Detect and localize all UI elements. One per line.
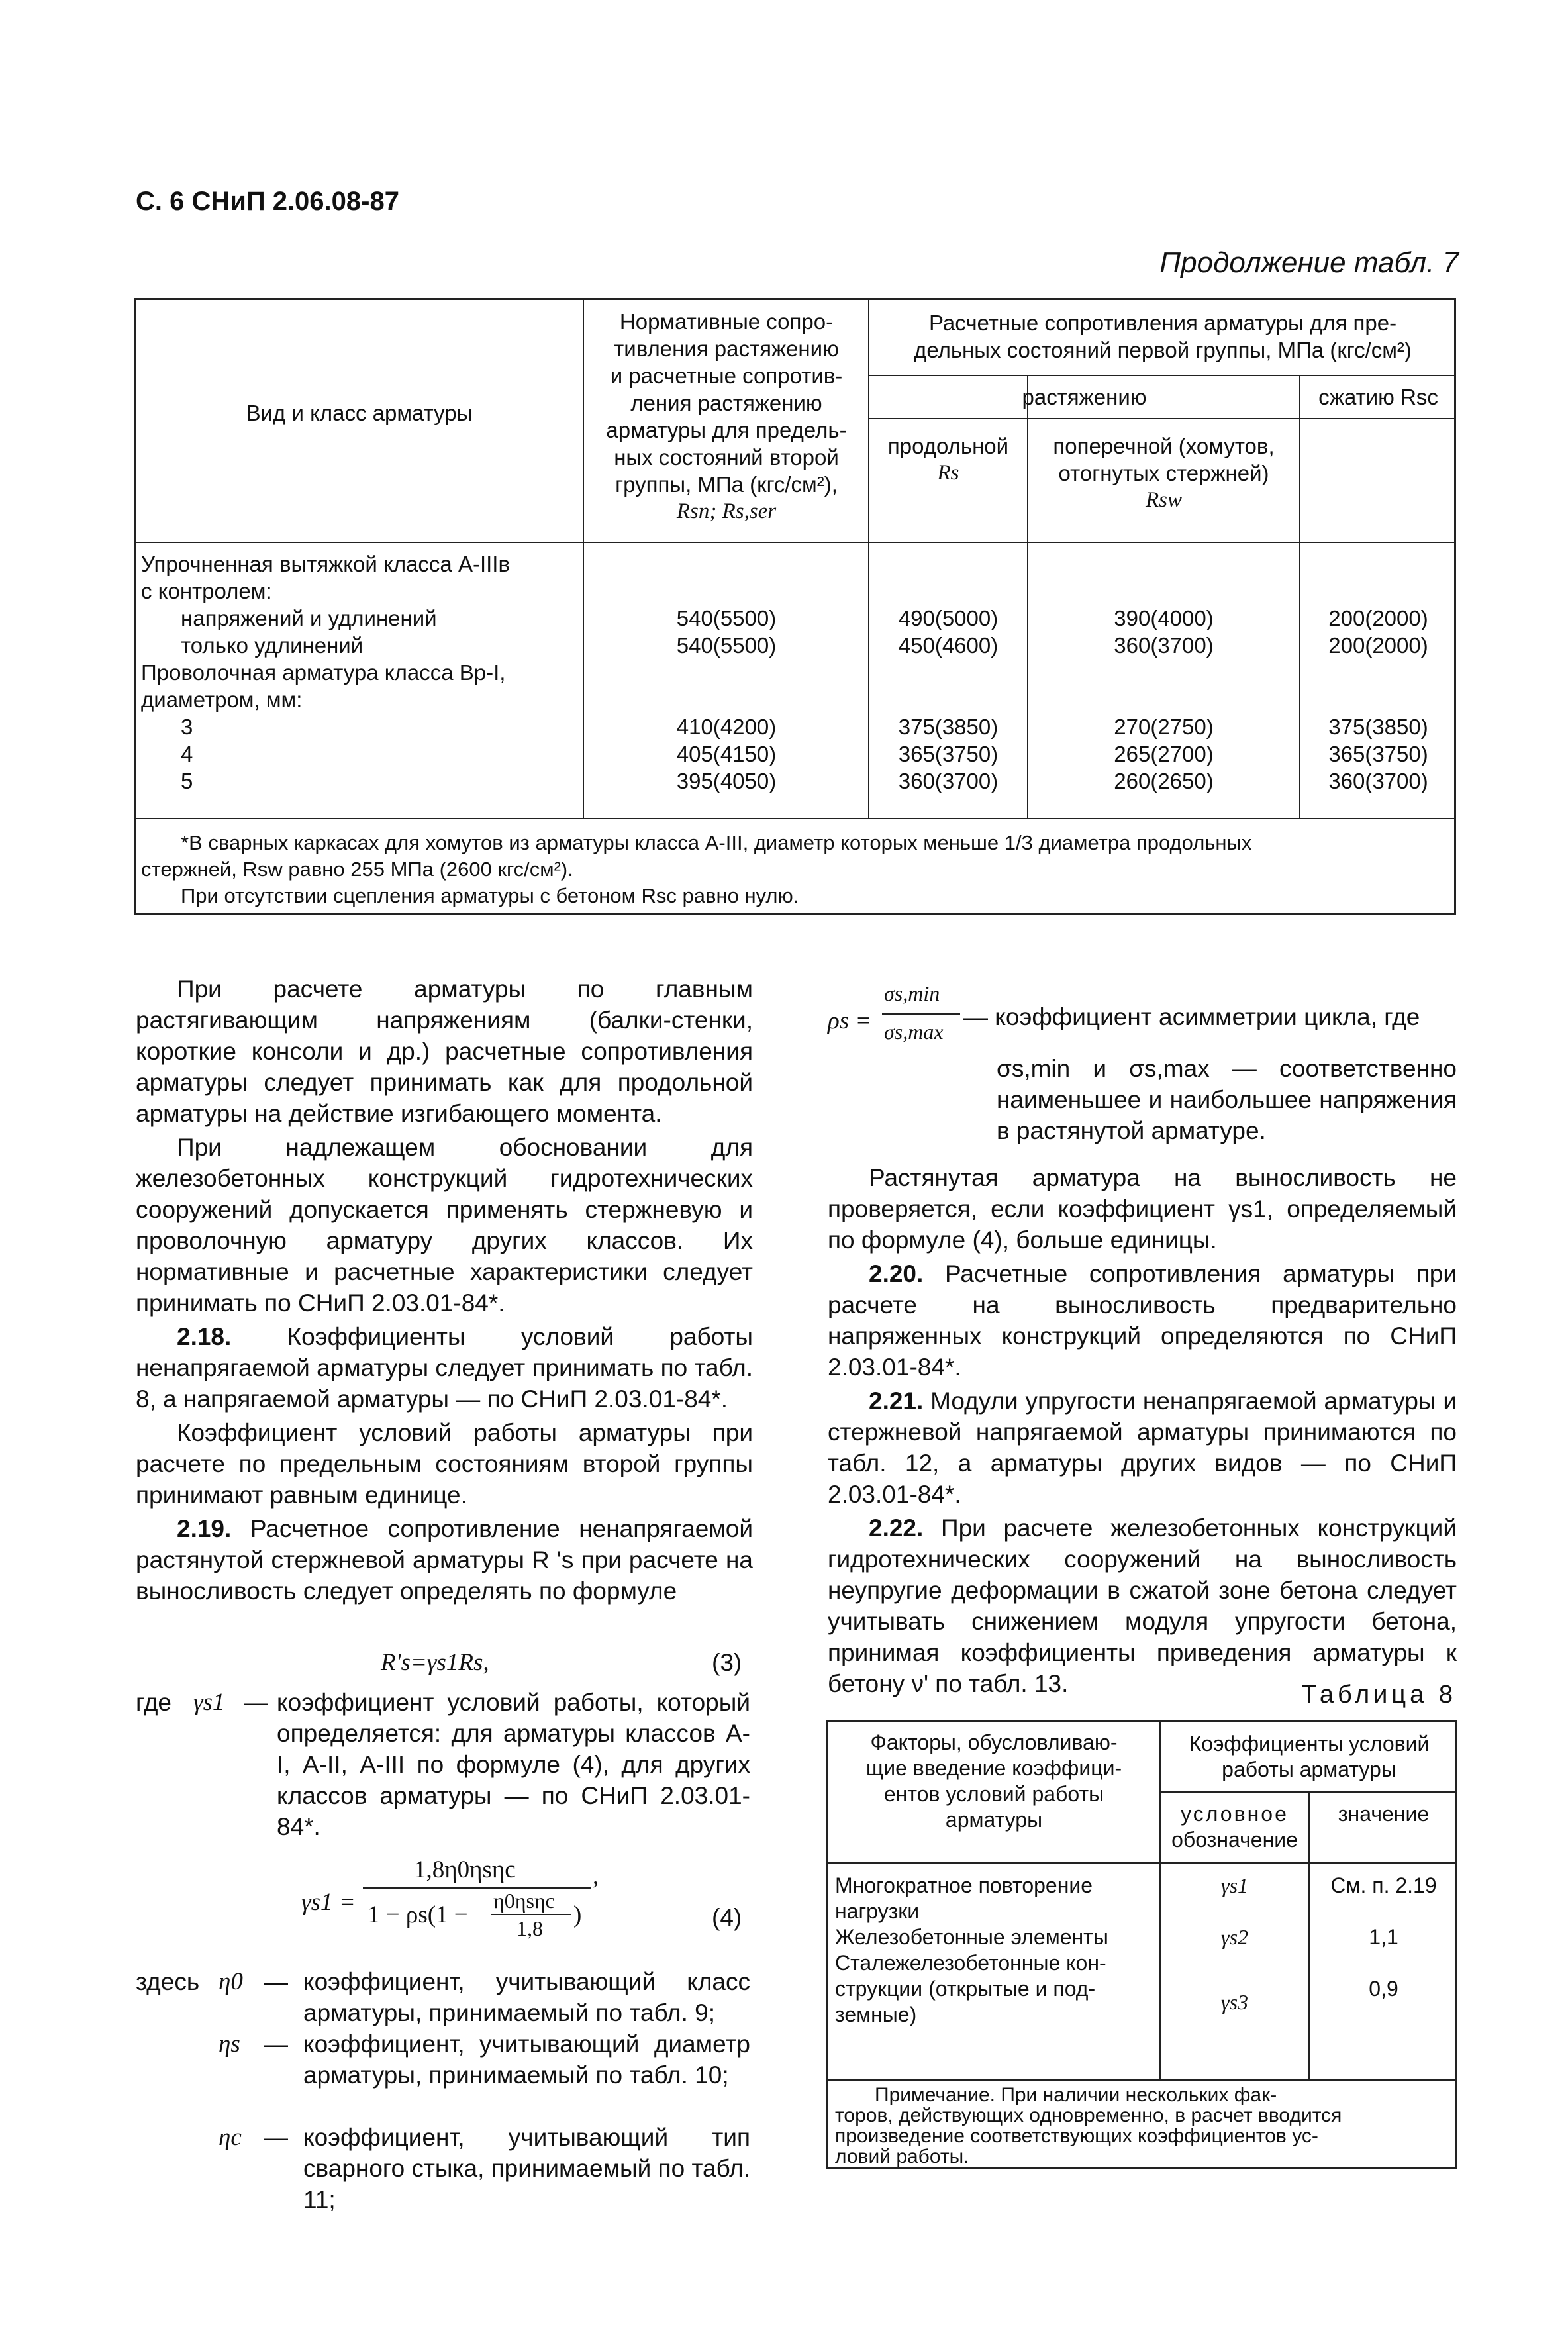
paragraph-2-18 — [136, 1321, 753, 1415]
definition-rho: — коэффициент асимметрии цикла, где — [963, 1003, 1420, 1030]
note-line: торов, действующих одновременно, в расчет вводится — [835, 2105, 1342, 2126]
symbol-eta-0: η0 — [219, 1968, 243, 1995]
header-line: поперечной (хомутов, — [1053, 434, 1275, 458]
header-line: и расчетные сопротив- — [610, 364, 843, 388]
header-line: Расчетные сопротивления арматуры для пре- — [928, 311, 1397, 335]
row-label: 4 — [181, 742, 193, 766]
factor-line: Многократное повторение — [835, 1873, 1093, 1897]
header-line: арматуры — [945, 1808, 1043, 1832]
formula-rho-numerator: σs,min — [884, 981, 940, 1005]
col-header-type: Вид и класс арматуры — [246, 401, 473, 425]
paragraph: Коэффициент условий работы арматуры при расчете по предельным состояниям второй группы принимают равным единице. — [136, 1419, 753, 1509]
clause-number: 2.22. — [869, 1515, 924, 1542]
formula-4-lhs: γs1 = — [301, 1889, 356, 1916]
clause-number: 2.18. — [177, 1323, 232, 1350]
definition-sigma: σs,min и σs,max — соответственно наименьшее и наибольшее напряжения в растянутой арматуре. — [997, 1055, 1457, 1144]
row-label: Проволочная арматура класса Вр-I, — [141, 660, 506, 685]
table-7 — [134, 298, 1456, 915]
fraction-bar — [363, 1887, 591, 1889]
left-column-text — [136, 973, 753, 1607]
header-line: группы, МПа (кгс/см²), — [615, 472, 838, 497]
header-line: арматуры для предель- — [606, 418, 847, 442]
note-line: Примечание. При наличии нескольких фак- — [875, 2084, 1277, 2106]
note-line: ловий работы. — [835, 2146, 969, 2167]
symbol-eta-c: ηc — [219, 2124, 242, 2151]
header-line: щие введение коэффици- — [865, 1756, 1122, 1780]
cell-value: 270(2750) — [1114, 715, 1214, 739]
definition-eta-c: коэффициент, учитывающий тип сварного стыка, принимаемый по табл. 11; — [303, 2124, 750, 2213]
formula-4-comma: , — [593, 1863, 599, 1890]
row-label: Упрочненная вытяжкой класса А-IIIв — [141, 552, 510, 576]
col-header-value: значение — [1338, 1802, 1430, 1826]
definition-gamma-s1: коэффициент условий работы, который определяется: для арматуры классов А-I, А-II, А-III по формуле (4), для других классов арматуры — по СНиП 2.03.01-84*. — [277, 1689, 750, 1840]
cell-value: 395(4050) — [676, 769, 777, 793]
row-label: 3 — [181, 715, 193, 739]
definition-eta-s: коэффициент, учитывающий диаметр арматуры, принимаемый по табл. 10; — [303, 2030, 750, 2089]
formula-number: (3) — [712, 1649, 742, 1676]
col-header-longitudinal — [869, 432, 1027, 487]
factor-line: Сталежелезобетонные кон- — [835, 1951, 1106, 1975]
symbol-gamma-s1: γs1 — [193, 1689, 225, 1716]
header-line: работы арматуры — [1222, 1758, 1396, 1781]
cell-value: 410(4200) — [676, 715, 777, 739]
dash: — — [264, 2124, 288, 2151]
cell-value: 540(5500) — [676, 606, 777, 630]
factor-cell — [835, 1924, 1158, 1950]
paragraph-2-21 — [828, 1385, 1457, 1510]
table-8 — [826, 1720, 1457, 2169]
cell-value: 390(4000) — [1114, 606, 1214, 630]
table-8-caption: Таблица 8 — [1301, 1681, 1457, 1709]
col-header-coefficients — [1161, 1731, 1457, 1783]
table-footnote: *В сварных каркасах для хомутов из арматуры класса А-III, диаметр которых меньше 1/3 диаметра продольных — [181, 831, 1252, 854]
row-label: 5 — [181, 769, 193, 793]
cell-value: 450(4600) — [898, 633, 999, 658]
header-line: отогнутых стержней) — [1058, 461, 1269, 485]
row-label: только удлинений — [181, 633, 364, 658]
formula-4-inner-denominator: 1,8 — [516, 1916, 543, 1940]
col-header-transverse — [1028, 432, 1299, 514]
col-header-symbol — [1161, 1801, 1308, 1853]
formula-3: R's=γs1Rs, — [381, 1649, 489, 1676]
table-footnote: При отсутствии сцепления арматуры с бетоном Rsc равно нулю. — [181, 884, 799, 907]
cell-value: 540(5500) — [676, 633, 777, 658]
paragraph: При расчете арматуры по главным растягивающим напряжениям (балки-стенки, короткие консоли и др.) расчетные сопротивления арматуры следует принимать как для продольной арматуры на действие изгибающего момента. — [136, 975, 753, 1127]
cell-value: 375(3850) — [1328, 715, 1428, 739]
header-line: Факторы, обусловливаю- — [870, 1730, 1118, 1754]
formula-4-den-left: 1 − ρs(1 − — [368, 1901, 468, 1928]
clause-text: Расчетные сопротивления арматуры при расчете на выносливость предварительно напряженных конструкций определяются по СНиП 2.03.01-84*. — [828, 1260, 1457, 1381]
row-label: диаметром, мм: — [141, 687, 303, 712]
fraction-bar — [882, 1013, 960, 1015]
table-8-note — [835, 2085, 1454, 2167]
header-line: ления растяжению — [630, 391, 822, 415]
formula-rho-denominator: σs,max — [884, 1020, 944, 1044]
value-cell: 1,1 — [1369, 1925, 1398, 1949]
clause-text: При расчете железобетонных конструкций гидротехнических сооружений на выносливость неупругие деформации в сжатой зоне бетона следует учитывать снижением модуля упругости бетона, принимая коэффициенты приведения арматуры к бетону ν' по табл. 13. — [828, 1515, 1457, 1697]
clause-number: 2.20. — [869, 1260, 924, 1287]
formula-4-den-right: ) — [573, 1901, 582, 1928]
symbol-cell: γs2 — [1220, 1925, 1249, 1949]
header-line: ентов условий работы — [883, 1782, 1104, 1806]
header-line: условное — [1181, 1802, 1289, 1826]
paragraph: Растянутая арматура на выносливость не проверяется, если коэффициент γs1, определяемый по формуле (4), больше единицы. — [828, 1164, 1457, 1254]
table-footnote: стержней, Rsw равно 255 МПа (2600 кгс/см²). — [141, 858, 573, 881]
cell-value: 360(3700) — [898, 769, 999, 793]
header-line: ных состояний второй — [614, 445, 839, 470]
value-cell: См. п. 2.19 — [1330, 1873, 1437, 1897]
cell-value: 260(2650) — [1114, 769, 1214, 793]
formula-4-inner-numerator: η0ηsηc — [493, 1889, 555, 1913]
table-caption: Продолжение табл. 7 — [1159, 246, 1459, 279]
header-line: обозначение — [1171, 1828, 1298, 1852]
clause-number: 2.21. — [869, 1387, 924, 1415]
formula-rho-lhs: ρs = — [828, 1007, 872, 1034]
value-cell: 0,9 — [1369, 1977, 1398, 2001]
paragraph-2-20 — [828, 1258, 1457, 1383]
col-header-compression: сжатию Rsc — [1318, 385, 1438, 409]
cell-value: 360(3700) — [1328, 769, 1428, 793]
fraction-bar — [491, 1914, 571, 1915]
clause-text: Расчетное сопротивление ненапрягаемой растянутой стержневой арматуры R 's при расчете на выносливость следует определять по формуле — [136, 1515, 754, 1605]
factor-line: Железобетонные элементы — [835, 1925, 1108, 1949]
header-line: продольной — [887, 434, 1009, 458]
row-label: напряжений и удлинений — [181, 606, 437, 630]
clause-text: Коэффициенты условий работы ненапрягаемой арматуры следует принимать по табл. 8, а напрягаемой арматуры — по СНиП 2.03.01-84*. — [136, 1323, 754, 1413]
paragraph-2-19 — [136, 1513, 753, 1607]
cell-value: 365(3750) — [898, 742, 999, 766]
row-label: с контролем: — [141, 579, 272, 603]
cell-value: 405(4150) — [676, 742, 777, 766]
paragraph: При надлежащем обосновании для железобетонных конструкций гидротехнических сооружений допускается применять стержневую и проволочную арматуру других классов. Их нормативные и расчетные характеристики следует принимать по СНиП 2.03.01-84*. — [136, 1134, 753, 1317]
dash: — — [264, 1968, 288, 1995]
factor-line: земные) — [835, 2003, 917, 2026]
cell-value: 360(3700) — [1114, 633, 1214, 658]
header-symbol: Rs — [937, 461, 959, 485]
cell-value: 265(2700) — [1114, 742, 1214, 766]
header-line: Коэффициенты условий — [1189, 1732, 1430, 1756]
col-header-tension: растяжению — [1022, 385, 1147, 409]
cell-value: 365(3750) — [1328, 742, 1428, 766]
factor-line: струкции (открытые и под- — [835, 1977, 1096, 2001]
col-header-normative — [585, 308, 868, 525]
col-header-factors — [828, 1730, 1159, 1833]
cell-value: 200(2000) — [1328, 606, 1428, 630]
page-header: С. 6 СНиП 2.06.08-87 — [136, 187, 399, 216]
header-symbol: Rsn; Rs,ser — [676, 499, 777, 523]
header-symbol: Rsw — [1145, 488, 1182, 512]
symbol-cell: γs3 — [1220, 1990, 1249, 2014]
cell-value: 200(2000) — [1328, 633, 1428, 658]
paragraph-2-22 — [828, 1513, 1457, 1699]
symbol-eta-s: ηs — [219, 2030, 240, 2058]
dash: — — [244, 1689, 268, 1716]
cell-value: 490(5000) — [898, 606, 999, 630]
cell-value: 375(3850) — [898, 715, 999, 739]
definition-eta-0: коэффициент, учитывающий класс арматуры, принимаемый по табл. 9; — [303, 1968, 750, 2026]
clause-text: Модули упругости ненапрягаемой арматуры и стержневой напрягаемой арматуры принимаются по табл. 12, а арматуры других видов — по СНиП 2.03.01-84*. — [828, 1387, 1457, 1508]
header-line: дельных состояний первой группы, МПа (кгс/см²) — [914, 338, 1412, 362]
formula-4-numerator: 1,8η0ηsηc — [414, 1856, 516, 1883]
col-header-calculated — [869, 309, 1456, 364]
factor-line: нагрузки — [835, 1899, 920, 1923]
factor-cell — [835, 1950, 1158, 2028]
note-line: произведение соответствующих коэффициентов ус- — [835, 2125, 1318, 2147]
formula-number: (4) — [712, 1904, 742, 1931]
here-word: здесь — [136, 1968, 200, 1995]
right-column-text — [828, 1162, 1457, 1699]
clause-number: 2.19. — [177, 1515, 232, 1542]
factor-cell — [835, 1873, 1158, 1924]
symbol-cell: γs1 — [1220, 1873, 1249, 1897]
header-line: тивления растяжению — [614, 336, 839, 361]
header-line: Нормативные сопро- — [619, 309, 834, 334]
where-word: где — [136, 1689, 172, 1716]
dash: — — [264, 2030, 288, 2058]
